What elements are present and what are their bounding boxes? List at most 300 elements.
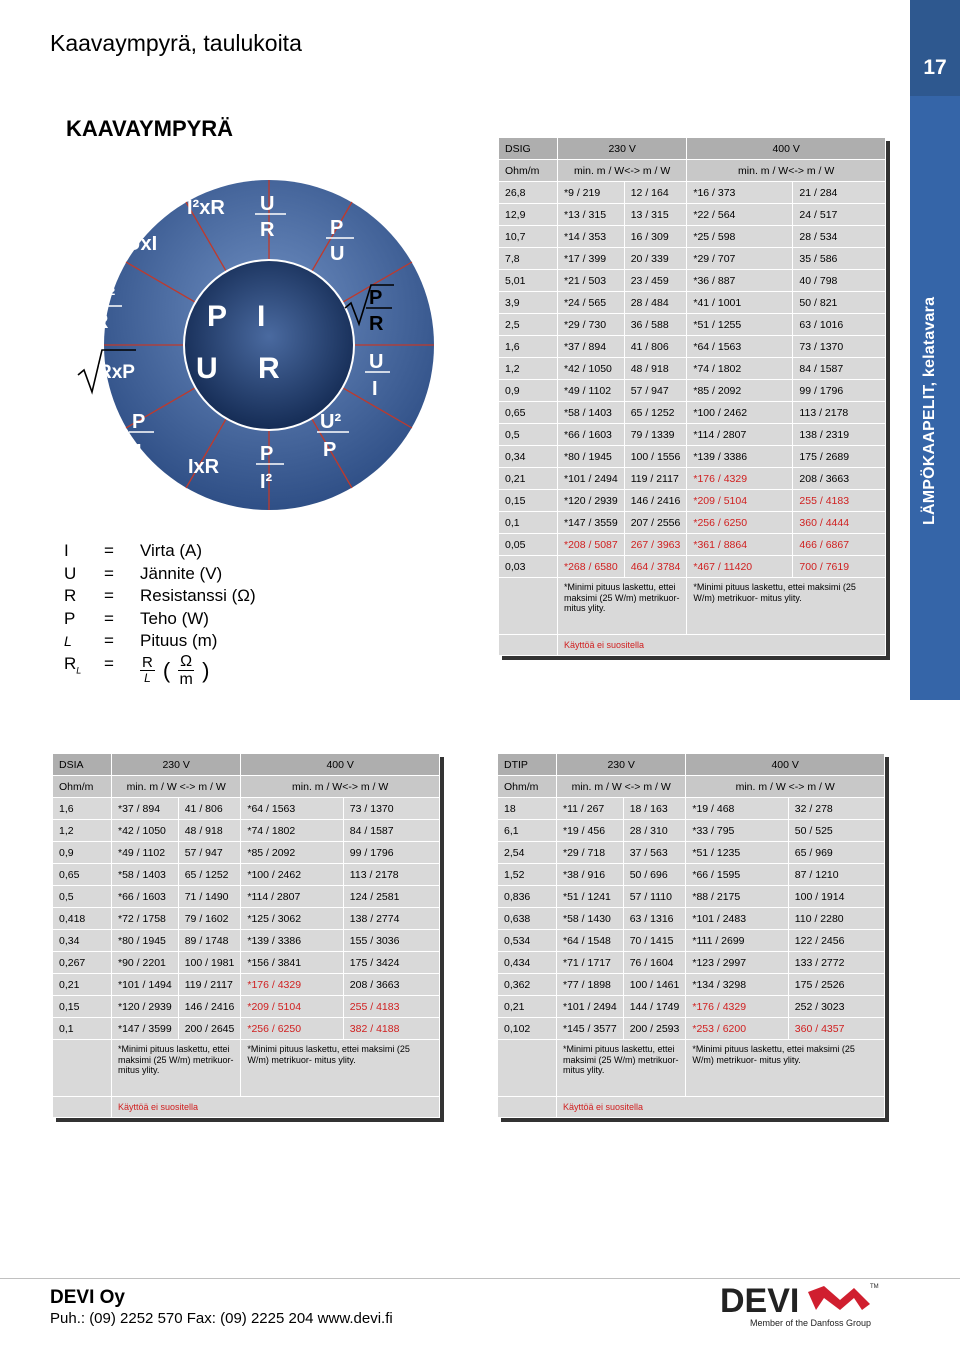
- table-cell: 76 / 1604: [623, 952, 686, 974]
- table-cell: 99 / 1796: [793, 380, 886, 402]
- table-cell: *134 / 3298: [686, 974, 788, 996]
- table-cell: 0,21: [498, 996, 557, 1018]
- table-cell: *66 / 1603: [112, 886, 179, 908]
- table-cell: *114 / 2807: [241, 886, 343, 908]
- table-cell: 6,1: [498, 820, 557, 842]
- legend-row-l: L = Pituus (m): [64, 631, 218, 651]
- voltage-400: 400 V: [241, 754, 440, 776]
- label-u2-over-p-den: P: [323, 439, 337, 461]
- table-cell: *100 / 2462: [241, 864, 343, 886]
- table-cell: *208 / 5087: [558, 534, 625, 556]
- table-row: [499, 182, 886, 204]
- label-p-over-i-den: I: [136, 441, 142, 463]
- table-cell: *11 / 267: [557, 798, 624, 820]
- table-cell: 360 / 4357: [788, 1018, 884, 1040]
- table-cell: 28 / 534: [793, 226, 886, 248]
- table-cell: 146 / 2416: [178, 996, 241, 1018]
- table-cell: 36 / 588: [624, 314, 687, 336]
- table-cell: *33 / 795: [686, 820, 788, 842]
- voltage-230: 230 V: [557, 754, 686, 776]
- table-cell: 65 / 1252: [624, 402, 687, 424]
- table-cell: 382 / 4188: [343, 1018, 439, 1040]
- table-cell: *139 / 3386: [241, 930, 343, 952]
- table-cell: 700 / 7619: [793, 556, 886, 578]
- table-cell: 0,418: [53, 908, 112, 930]
- label-p-over-i-num: P: [132, 411, 146, 433]
- center-r: R: [258, 352, 280, 385]
- section-label: LÄMPÖKAAPELIT, kelatavara: [921, 296, 938, 525]
- table-cell: *41 / 1001: [687, 292, 793, 314]
- table-header: [53, 754, 440, 776]
- table-row: [53, 842, 440, 864]
- table-cell: *145 / 3577: [557, 1018, 624, 1040]
- table-cell: 0,9: [499, 380, 558, 402]
- table-cell: *37 / 894: [112, 798, 179, 820]
- table-cell: 35 / 586: [793, 248, 886, 270]
- table-row: [499, 248, 886, 270]
- table-cell: 28 / 310: [623, 820, 686, 842]
- table-cell: *49 / 1102: [112, 842, 179, 864]
- table-cell: 124 / 2581: [343, 886, 439, 908]
- table-row: [53, 864, 440, 886]
- table-cell: *64 / 1563: [687, 336, 793, 358]
- table-cell: *42 / 1050: [558, 358, 625, 380]
- note-row: [499, 578, 886, 635]
- side-bar-top: [910, 0, 960, 96]
- page-number: 17: [923, 56, 947, 79]
- label-u-over-i-den: I: [372, 378, 378, 400]
- table-subheader: [499, 160, 886, 182]
- table-cell: *16 / 373: [687, 182, 793, 204]
- table-row: [53, 996, 440, 1018]
- table-cell: 255 / 4183: [793, 490, 886, 512]
- table-cell: 32 / 278: [788, 798, 884, 820]
- table-cell: *21 / 503: [558, 270, 625, 292]
- table-cell: 0,05: [499, 534, 558, 556]
- table-cell: 0,21: [53, 974, 112, 996]
- table-cell: 65 / 969: [788, 842, 884, 864]
- table-cell: 73 / 1370: [343, 798, 439, 820]
- table-name: DSIG: [499, 138, 558, 160]
- table-cell: 13 / 315: [624, 204, 687, 226]
- sub-header-230: min. m / W<-> m / W: [558, 160, 687, 182]
- table-cell: *19 / 456: [557, 820, 624, 842]
- table-cell: 267 / 3963: [624, 534, 687, 556]
- note-spacer: [498, 1040, 557, 1097]
- table-cell: 466 / 6867: [793, 534, 886, 556]
- table-cell: 200 / 2645: [178, 1018, 241, 1040]
- table-cell: 207 / 2556: [624, 512, 687, 534]
- footnote-row: [53, 1097, 440, 1118]
- note-400: *Minimi pituus laskettu, ettei maksimi (25 W/m) metrikuor- mitus ylity.: [687, 578, 886, 635]
- table-name: DTIP: [498, 754, 557, 776]
- table-cell: 0,434: [498, 952, 557, 974]
- table-row: [498, 930, 885, 952]
- label-sqrt-p-over-r-num: P: [369, 287, 383, 309]
- table-cell: 2,5: [499, 314, 558, 336]
- sub-header-400: min. m / W<-> m / W: [687, 160, 886, 182]
- foot-spacer: [53, 1097, 112, 1118]
- table-cell: *58 / 1403: [558, 402, 625, 424]
- table-cell: 89 / 1748: [178, 930, 241, 952]
- table-cell: *101 / 2494: [557, 996, 624, 1018]
- table-row: [53, 908, 440, 930]
- table-cell: 110 / 2280: [788, 908, 884, 930]
- table-cell: *29 / 730: [558, 314, 625, 336]
- table-cell: *101 / 2483: [686, 908, 788, 930]
- table-row: [53, 952, 440, 974]
- table-cell: *49 / 1102: [558, 380, 625, 402]
- foot-spacer: [499, 635, 558, 656]
- sub-header-230: min. m / W <-> m / W: [112, 776, 241, 798]
- table-row: [53, 974, 440, 996]
- table-row: [499, 358, 886, 380]
- center-p: P: [207, 300, 228, 333]
- table-cell: *66 / 1603: [558, 424, 625, 446]
- contact-info: Puh.: (09) 2252 570 Fax: (09) 2225 204 www.devi.fi: [50, 1310, 393, 1327]
- table-cell: 5,01: [499, 270, 558, 292]
- label-u-over-r-den: R: [260, 219, 275, 241]
- table-cell: 40 / 798: [793, 270, 886, 292]
- table-cell: 3,9: [499, 292, 558, 314]
- table-cell: 41 / 806: [178, 798, 241, 820]
- table-cell: 63 / 1316: [623, 908, 686, 930]
- table-cell: *120 / 2939: [112, 996, 179, 1018]
- table-cell: 71 / 1490: [178, 886, 241, 908]
- label-i2xr: I²xR: [187, 197, 225, 219]
- sub-header-400: min. m / W<-> m / W: [241, 776, 440, 798]
- table-cell: *120 / 2939: [558, 490, 625, 512]
- legend-row-r: R = Resistanssi (Ω): [64, 586, 256, 606]
- logo-tm: TM: [870, 1284, 879, 1290]
- table-cell: 0,03: [499, 556, 558, 578]
- sub-header-400: min. m / W <-> m / W: [686, 776, 885, 798]
- table-cell: *58 / 1403: [112, 864, 179, 886]
- table-cell: 12 / 164: [624, 182, 687, 204]
- table-name: DSIA: [53, 754, 112, 776]
- table-cell: 50 / 821: [793, 292, 886, 314]
- voltage-230: 230 V: [558, 138, 687, 160]
- voltage-400: 400 V: [687, 138, 886, 160]
- logo-arrow-icon: [808, 1286, 870, 1310]
- table-cell: 0,534: [498, 930, 557, 952]
- table-cell: *29 / 707: [687, 248, 793, 270]
- table-cell: 0,1: [53, 1018, 112, 1040]
- table-row: [498, 864, 885, 886]
- label-p-over-i2-den: I²: [260, 471, 273, 493]
- logo-wordmark: DEVI: [720, 1282, 800, 1320]
- table-cell: 0,65: [53, 864, 112, 886]
- table-cell: *253 / 6200: [686, 1018, 788, 1040]
- label-uxi: UxI: [126, 233, 158, 255]
- table-cell: 175 / 3424: [343, 952, 439, 974]
- table-cell: *80 / 1945: [112, 930, 179, 952]
- table-cell: 57 / 947: [624, 380, 687, 402]
- table-cell: 155 / 3036: [343, 930, 439, 952]
- table-cell: *74 / 1802: [687, 358, 793, 380]
- not-recommended-note: Käyttöä ei suositella: [557, 1097, 885, 1118]
- table-cell: *29 / 718: [557, 842, 624, 864]
- table-cell: 84 / 1587: [793, 358, 886, 380]
- table-row: [499, 424, 886, 446]
- table-cell: *58 / 1430: [557, 908, 624, 930]
- not-recommended-note: Käyttöä ei suositella: [558, 635, 886, 656]
- legend-row-rl: $R_L$ = R L ( Ω m ): [64, 653, 210, 689]
- table-row: [499, 512, 886, 534]
- table-cell: 63 / 1016: [793, 314, 886, 336]
- table-row: [498, 974, 885, 996]
- table-cell: *37 / 894: [558, 336, 625, 358]
- table-cell: 1,6: [499, 336, 558, 358]
- table-row: [499, 534, 886, 556]
- wheel-inner-circle: [184, 260, 354, 430]
- table-row: [498, 886, 885, 908]
- note-230: *Minimi pituus laskettu, ettei maksimi (25 W/m) metrikuor- mitus ylity.: [558, 578, 687, 635]
- table-cell: 175 / 2689: [793, 446, 886, 468]
- table-cell: *361 / 8864: [687, 534, 793, 556]
- table-cell: 73 / 1370: [793, 336, 886, 358]
- table-cell: 65 / 1252: [178, 864, 241, 886]
- table-cell: 21 / 284: [793, 182, 886, 204]
- table-cell: 23 / 459: [624, 270, 687, 292]
- table-cell: *25 / 598: [687, 226, 793, 248]
- table-row: [53, 820, 440, 842]
- table-cell: 0,102: [498, 1018, 557, 1040]
- table-cell: 18 / 163: [623, 798, 686, 820]
- table-cell: 208 / 3663: [793, 468, 886, 490]
- note-230: *Minimi pituus laskettu, ettei maksimi (25 W/m) metrikuor- mitus ylity.: [557, 1040, 686, 1097]
- table-row: [53, 1018, 440, 1040]
- legend: [64, 540, 256, 689]
- table-cell: *38 / 916: [557, 864, 624, 886]
- table-cell: 100 / 1914: [788, 886, 884, 908]
- table-cell: *101 / 2494: [558, 468, 625, 490]
- table-cell: 0,34: [53, 930, 112, 952]
- table-cell: *114 / 2807: [687, 424, 793, 446]
- table-cell: *64 / 1563: [241, 798, 343, 820]
- table-cell: *42 / 1050: [112, 820, 179, 842]
- table-cell: 41 / 806: [624, 336, 687, 358]
- company-name: DEVI Oy: [50, 1287, 125, 1308]
- table-cell: *72 / 1758: [112, 908, 179, 930]
- table-cell: *256 / 6250: [241, 1018, 343, 1040]
- table-cell: 0,15: [53, 996, 112, 1018]
- table-cell: *17 / 399: [558, 248, 625, 270]
- table-cell: *147 / 3559: [558, 512, 625, 534]
- table-cell: 0,638: [498, 908, 557, 930]
- table-cell: 0,21: [499, 468, 558, 490]
- table-cell: *123 / 2997: [686, 952, 788, 974]
- table-cell: *66 / 1595: [686, 864, 788, 886]
- table-cell: *74 / 1802: [241, 820, 343, 842]
- table-cell: 12,9: [499, 204, 558, 226]
- table-cell: *156 / 3841: [241, 952, 343, 974]
- dtip-table: [497, 753, 885, 1118]
- table-cell: *24 / 565: [558, 292, 625, 314]
- table-cell: 50 / 525: [788, 820, 884, 842]
- table-cell: 1,2: [53, 820, 112, 842]
- note-spacer: [53, 1040, 112, 1097]
- table-row: [499, 446, 886, 468]
- table-cell: 252 / 3023: [788, 996, 884, 1018]
- note-230: *Minimi pituus laskettu, ettei maksimi (25 W/m) metrikuor- mitus ylity.: [112, 1040, 241, 1097]
- voltage-230: 230 V: [112, 754, 241, 776]
- table-cell: *268 / 6580: [558, 556, 625, 578]
- table-row: [498, 820, 885, 842]
- table-cell: 122 / 2456: [788, 930, 884, 952]
- table-cell: 175 / 2526: [788, 974, 884, 996]
- table-cell: 113 / 2178: [343, 864, 439, 886]
- table-cell: 28 / 484: [624, 292, 687, 314]
- label-u2-over-p-num: U²: [320, 411, 342, 433]
- label-sqrt-rxp: RxP: [98, 362, 135, 383]
- table-cell: 0,362: [498, 974, 557, 996]
- table-cell: *176 / 4329: [241, 974, 343, 996]
- table-cell: *139 / 3386: [687, 446, 793, 468]
- center-u: U: [196, 352, 218, 385]
- page-title: Kaavaympyrä, taulukoita: [50, 30, 302, 56]
- not-recommended-note: Käyttöä ei suositella: [112, 1097, 440, 1118]
- wheel-title: KAAVAYMPYRÄ: [66, 116, 234, 141]
- table-row: [499, 490, 886, 512]
- table-cell: *77 / 1898: [557, 974, 624, 996]
- label-p-over-u-num: P: [330, 217, 344, 239]
- table-cell: 144 / 1749: [623, 996, 686, 1018]
- table-cell: 119 / 2117: [178, 974, 241, 996]
- label-p-over-u-den: U: [330, 243, 345, 265]
- table-cell: 2,54: [498, 842, 557, 864]
- table-cell: *125 / 3062: [241, 908, 343, 930]
- label-sqrt-p-over-r-den: R: [369, 313, 384, 335]
- table-cell: *13 / 315: [558, 204, 625, 226]
- devi-logo: [720, 1280, 880, 1330]
- table-cell: 48 / 918: [178, 820, 241, 842]
- table-row: [499, 292, 886, 314]
- ohm-header: Ohm/m: [499, 160, 558, 182]
- table-cell: 0,5: [499, 424, 558, 446]
- label-ixr: IxR: [188, 456, 220, 478]
- footer-rule: [0, 1278, 960, 1279]
- ohm-header: Ohm/m: [498, 776, 557, 798]
- label-p-over-i2-num: P: [260, 443, 274, 465]
- table-cell: 255 / 4183: [343, 996, 439, 1018]
- table-cell: *147 / 3599: [112, 1018, 179, 1040]
- table-cell: 57 / 1110: [623, 886, 686, 908]
- formula-wheel: [74, 170, 464, 530]
- table-cell: *64 / 1548: [557, 930, 624, 952]
- table-header: [499, 138, 886, 160]
- table-cell: 24 / 517: [793, 204, 886, 226]
- note-row: [53, 1040, 440, 1097]
- table-cell: *9 / 219: [558, 182, 625, 204]
- dsig-table: [498, 137, 886, 656]
- table-cell: 57 / 947: [178, 842, 241, 864]
- table-cell: *14 / 353: [558, 226, 625, 248]
- table-cell: 0,5: [53, 886, 112, 908]
- table-cell: *88 / 2175: [686, 886, 788, 908]
- table-cell: 464 / 3784: [624, 556, 687, 578]
- table-cell: 0,9: [53, 842, 112, 864]
- center-i: I: [257, 300, 266, 333]
- table-row: [498, 842, 885, 864]
- label-u-over-r-num: U: [260, 193, 275, 215]
- legend-row-i: I = Virta (A): [64, 541, 203, 560]
- table-row: [499, 336, 886, 358]
- table-cell: 48 / 918: [624, 358, 687, 380]
- table-cell: 113 / 2178: [793, 402, 886, 424]
- table-cell: 0,267: [53, 952, 112, 974]
- table-cell: 10,7: [499, 226, 558, 248]
- ohm-header: Ohm/m: [53, 776, 112, 798]
- label-u-over-i-num: U: [369, 351, 384, 373]
- table-cell: 133 / 2772: [788, 952, 884, 974]
- table-row: [498, 908, 885, 930]
- table-cell: *176 / 4329: [686, 996, 788, 1018]
- table-cell: 1,2: [499, 358, 558, 380]
- table-row: [498, 1018, 885, 1040]
- table-subheader: [53, 776, 440, 798]
- table-row: [499, 204, 886, 226]
- table-cell: 18: [498, 798, 557, 820]
- table-cell: 119 / 2117: [624, 468, 687, 490]
- table-row: [498, 798, 885, 820]
- table-cell: 16 / 309: [624, 226, 687, 248]
- footnote-row: [498, 1097, 885, 1118]
- table-cell: *100 / 2462: [687, 402, 793, 424]
- table-cell: 79 / 1602: [178, 908, 241, 930]
- table-cell: *80 / 1945: [558, 446, 625, 468]
- table-cell: *51 / 1255: [687, 314, 793, 336]
- table-cell: 0,65: [499, 402, 558, 424]
- table-cell: 87 / 1210: [788, 864, 884, 886]
- table-row: [53, 798, 440, 820]
- table-cell: 0,15: [499, 490, 558, 512]
- note-400: *Minimi pituus laskettu, ettei maksimi (25 W/m) metrikuor- mitus ylity.: [241, 1040, 440, 1097]
- table-cell: *256 / 6250: [687, 512, 793, 534]
- table-cell: 360 / 4444: [793, 512, 886, 534]
- table-cell: 84 / 1587: [343, 820, 439, 842]
- table-cell: *209 / 5104: [687, 490, 793, 512]
- table-cell: 70 / 1415: [623, 930, 686, 952]
- table-row: [53, 886, 440, 908]
- footnote-row: [499, 635, 886, 656]
- legend-row-p: P = Teho (W): [64, 608, 209, 628]
- table-row: [499, 402, 886, 424]
- table-row: [53, 930, 440, 952]
- table-cell: *51 / 1241: [557, 886, 624, 908]
- table-cell: *209 / 5104: [241, 996, 343, 1018]
- table-cell: *22 / 564: [687, 204, 793, 226]
- table-cell: 0,1: [499, 512, 558, 534]
- table-row: [499, 556, 886, 578]
- table-row: [498, 952, 885, 974]
- note-400: *Minimi pituus laskettu, ettei maksimi (25 W/m) metrikuor- mitus ylity.: [686, 1040, 885, 1097]
- table-header: [498, 754, 885, 776]
- table-cell: 20 / 339: [624, 248, 687, 270]
- label-u2-over-r-den: R: [94, 311, 109, 333]
- label-u2-over-r-num: U²: [94, 285, 116, 307]
- table-cell: 100 / 1556: [624, 446, 687, 468]
- table-row: [499, 226, 886, 248]
- table-cell: *36 / 887: [687, 270, 793, 292]
- table-cell: *111 / 2699: [686, 930, 788, 952]
- table-row: [498, 996, 885, 1018]
- table-cell: *85 / 2092: [687, 380, 793, 402]
- table-cell: 26,8: [499, 182, 558, 204]
- table-subheader: [498, 776, 885, 798]
- table-cell: *176 / 4329: [687, 468, 793, 490]
- table-cell: 50 / 696: [623, 864, 686, 886]
